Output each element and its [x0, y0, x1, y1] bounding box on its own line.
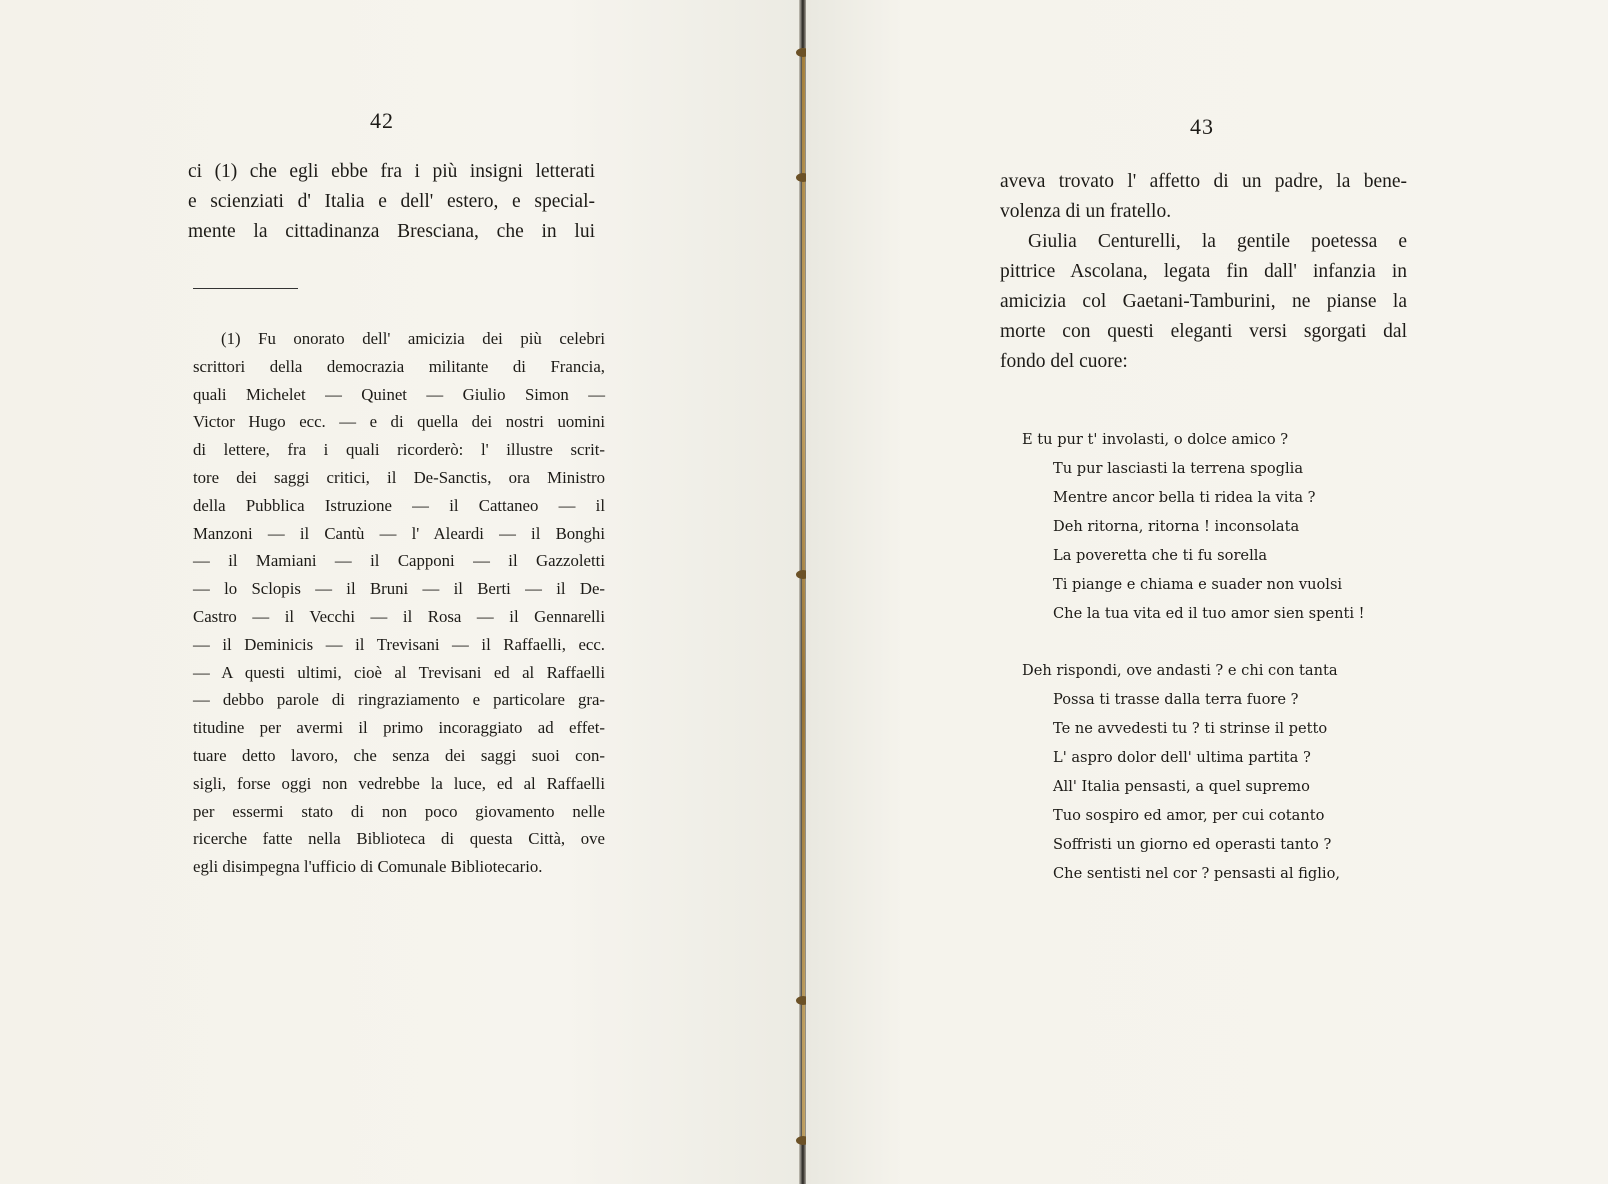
- verse-line: Soffristi un giorno ed operasti tanto ?: [1053, 836, 1332, 853]
- page-number-right: 43: [1190, 114, 1214, 139]
- footnote-line: di lettere, fra i quali ricorderò: l' illustre scrit-: [193, 440, 605, 460]
- footnote-line: tuare detto lavoro, che senza dei saggi suoi con-: [193, 745, 605, 765]
- poem-stanza-2: [1022, 656, 1340, 888]
- verse-line: Possa ti trasse dalla terra fuore ?: [1053, 691, 1299, 708]
- verse-line: Tu pur lasciasti la terrena spoglia: [1053, 460, 1304, 477]
- footnote-line: egli disimpegna l'ufficio di Comunale Bibliotecario.: [193, 857, 543, 877]
- body-line: fondo del cuore:: [1000, 351, 1128, 372]
- body-line: Giulia Centurelli, la gentile poetessa e: [1028, 231, 1407, 252]
- footnote-line: titudine per avermi il primo incoraggiato ad effet-: [193, 718, 605, 738]
- body-line: pittrice Ascolana, legata fin dall' infanzia in: [1000, 261, 1407, 282]
- binding-thread: [802, 48, 805, 1138]
- footnote-line: — il Deminicis — il Trevisani — il Raffaelli, ecc.: [193, 634, 605, 654]
- footnote-line: (1) Fu onorato dell' amicizia dei più celebri: [221, 329, 605, 348]
- body-line: volenza di un fratello.: [1000, 201, 1172, 222]
- body-line: amicizia col Gaetani-Tamburini, ne pianse la: [1000, 291, 1407, 312]
- footnote-line: per essermi stato di non poco giovamento nelle: [193, 801, 605, 821]
- verse-line: Tuo sospiro ed amor, per cui cotanto: [1053, 807, 1325, 824]
- footnote-line: ricerche fatte nella Biblioteca di questa Città, ove: [193, 829, 605, 849]
- verse-line: L' aspro dolor dell' ultima partita ?: [1053, 749, 1311, 766]
- verse-line: Deh ritorna, ritorna ! inconsolata: [1053, 518, 1300, 535]
- footnote-line: — A questi ultimi, cioè al Trevisani ed al Raffaelli: [193, 662, 605, 682]
- verse-line: Che sentisti nel cor ? pensasti al figlio,: [1053, 865, 1341, 882]
- footnote-rule: [193, 288, 298, 289]
- right-paragraph-2: [1000, 227, 1407, 377]
- right-paragraph-1: [1000, 167, 1407, 227]
- footnote-line: Manzoni — il Cantù — l' Aleardi — il Bonghi: [193, 523, 605, 543]
- verse-line: Mentre ancor bella ti ridea la vita ?: [1053, 489, 1316, 506]
- left-page: [0, 0, 800, 1184]
- body-line: ci (1) che egli ebbe fra i più insigni letterati: [188, 161, 595, 182]
- footnote-line: quali Michelet — Quinet — Giulio Simon —: [193, 384, 605, 404]
- footnote-line: — lo Sclopis — il Bruni — il Berti — il De-: [193, 579, 605, 599]
- verse-line: Te ne avvedesti tu ? ti strinse il petto: [1053, 720, 1328, 737]
- footnote: [193, 325, 605, 881]
- body-line: aveva trovato l' affetto di un padre, la bene-: [1000, 171, 1407, 192]
- page-number-left: 42: [370, 108, 394, 133]
- footnote-line: Victor Hugo ecc. — e di quella dei nostri uomini: [193, 412, 605, 432]
- verse-line: E tu pur t' involasti, o dolce amico ?: [1022, 431, 1289, 448]
- footnote-line: scrittori della democrazia militante di Francia,: [193, 356, 605, 376]
- footnote-line: — debbo parole di ringraziamento e particolare gra-: [193, 690, 605, 710]
- verse-line: All' Italia pensasti, a quel supremo: [1053, 778, 1310, 795]
- left-body-text: [188, 157, 595, 247]
- verse-line: La poveretta che ti fu sorella: [1053, 547, 1268, 564]
- verse-line: Deh rispondi, ove andasti ? e chi con tanta: [1022, 662, 1338, 679]
- body-line: mente la cittadinanza Bresciana, che in lui: [188, 221, 595, 242]
- body-line: morte con questi eleganti versi sgorgati dal: [1000, 321, 1407, 342]
- footnote-line: della Pubblica Istruzione — il Cattaneo — il: [193, 495, 605, 515]
- body-line: e scienziati d' Italia e dell' estero, e special-: [188, 191, 595, 212]
- verse-line: Ti piange e chiama e suader non vuolsi: [1053, 576, 1343, 593]
- footnote-line: sigli, forse oggi non vedrebbe la luce, ed al Raffaelli: [193, 773, 605, 793]
- footnote-line: Castro — il Vecchi — il Rosa — il Gennarelli: [193, 606, 605, 626]
- footnote-line: tore dei saggi critici, il De-Sanctis, ora Ministro: [193, 467, 605, 487]
- poem-stanza-1: [1022, 425, 1365, 628]
- verse-line: Che la tua vita ed il tuo amor sien spenti !: [1053, 605, 1365, 622]
- right-page: [806, 0, 1608, 1184]
- footnote-line: — il Mamiani — il Capponi — il Gazzoletti: [193, 551, 605, 571]
